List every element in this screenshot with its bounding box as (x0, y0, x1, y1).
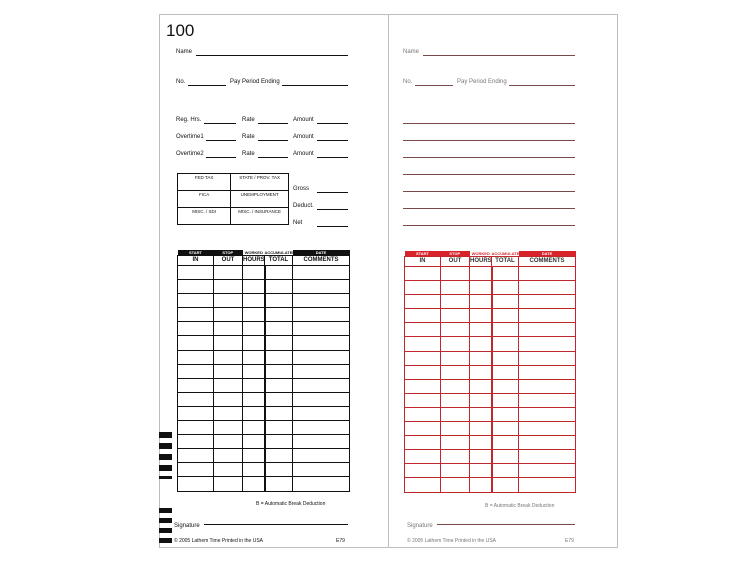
grid-row (178, 266, 350, 280)
gross-line (317, 192, 348, 193)
amount-line (317, 140, 348, 141)
grid-cell (214, 350, 243, 364)
barcode-bar (159, 432, 172, 438)
grid-cell (265, 435, 293, 449)
grid-cell (243, 322, 265, 336)
grid-cell (243, 463, 265, 477)
punch-grid (404, 251, 576, 493)
grid-cell (470, 337, 492, 351)
grid-cell (178, 266, 214, 280)
grid-cell (519, 323, 576, 337)
grid-cell (441, 422, 470, 436)
pay-period-line (509, 85, 575, 86)
header-out: OUT (214, 256, 243, 266)
grid-cell (470, 407, 492, 421)
amount-label: Amount (293, 134, 314, 140)
amount-line (317, 157, 348, 158)
grid-cell (265, 392, 293, 406)
grid-cell (265, 364, 293, 378)
grid-cell (265, 280, 293, 294)
grid-cell (492, 337, 519, 351)
overtime2-label: Overtime2 (176, 151, 204, 157)
grid-cell (470, 323, 492, 337)
grid-cell (441, 351, 470, 365)
grid-cell (214, 308, 243, 322)
grid-cell (519, 309, 576, 323)
header-stop: STOP (222, 250, 234, 255)
grid-row (405, 351, 576, 365)
grid-cell (293, 406, 350, 420)
grid-cell (492, 422, 519, 436)
grid-cell (178, 322, 214, 336)
header-date: DATE (541, 251, 553, 256)
form-code: E79 (565, 538, 574, 544)
grid-row (178, 350, 350, 364)
grid-cell (178, 463, 214, 477)
grid-cell (243, 449, 265, 463)
grid-cell (243, 266, 265, 280)
grid-cell (441, 436, 470, 450)
grid-cell (293, 477, 350, 491)
fica-cell: FICA (178, 191, 231, 208)
grid-cell (293, 280, 350, 294)
grid-cell (441, 281, 470, 295)
grid-cell (293, 378, 350, 392)
barcode-bar (159, 518, 172, 523)
grid-cell (214, 294, 243, 308)
time-card-back (388, 14, 618, 548)
header-comments: COMMENTS (293, 256, 350, 266)
grid-cell (178, 449, 214, 463)
grid-cell (441, 464, 470, 478)
grid-cell (519, 365, 576, 379)
grid-row (405, 323, 576, 337)
header-start: START (188, 250, 203, 255)
grid-cell (405, 281, 441, 295)
grid-row (405, 379, 576, 393)
header-in: IN (405, 257, 441, 267)
grid-cell (470, 393, 492, 407)
grid-cell (492, 295, 519, 309)
grid-cell (519, 436, 576, 450)
grid-cell (519, 379, 576, 393)
grid-cell (519, 281, 576, 295)
grid-row (405, 393, 576, 407)
blank-line (403, 225, 575, 226)
grid-cell (519, 478, 576, 492)
grid-cell (405, 337, 441, 351)
grid-cell (519, 422, 576, 436)
grid-row (405, 407, 576, 421)
form-code: E79 (336, 538, 345, 544)
grid-cell (265, 378, 293, 392)
grid-cell (178, 294, 214, 308)
grid-cell (519, 267, 576, 281)
grid-cell (293, 266, 350, 280)
grid-cell (492, 407, 519, 421)
grid-row (405, 450, 576, 464)
amount-label: Amount (293, 151, 314, 157)
rate-label: Rate (242, 134, 255, 140)
grid-cell (265, 308, 293, 322)
signature-line (204, 524, 348, 525)
grid-cell (265, 294, 293, 308)
grid-cell (441, 450, 470, 464)
blank-line (403, 123, 575, 124)
grid-row (405, 436, 576, 450)
copyright: © 2005 Lathem Time Printed in the USA (174, 538, 264, 544)
grid-row (178, 421, 350, 435)
unemployment-cell: UNEMPLOYMENT (231, 191, 289, 208)
grid-cell (214, 336, 243, 350)
rate-label: Rate (242, 117, 255, 123)
no-label: No. (403, 79, 413, 85)
grid-cell (470, 267, 492, 281)
misc-insurance-cell: MISC. / INSURANCE (231, 208, 289, 225)
grid-cell (405, 478, 441, 492)
grid-cell (265, 266, 293, 280)
grid-cell (214, 449, 243, 463)
grid-cell (293, 364, 350, 378)
grid-cell (265, 350, 293, 364)
grid-cell (405, 267, 441, 281)
card-number: 100 (166, 21, 195, 40)
pay-period-label: Pay Period Ending (230, 79, 280, 85)
grid-cell (492, 365, 519, 379)
grid-cell (492, 393, 519, 407)
barcode-bar (159, 528, 172, 533)
grid-cell (243, 336, 265, 350)
blank-line (403, 140, 575, 141)
rate-line (258, 157, 288, 158)
grid-cell (470, 295, 492, 309)
grid-cell (265, 421, 293, 435)
grid-cell (492, 450, 519, 464)
grid-row (178, 463, 350, 477)
grid-cell (492, 267, 519, 281)
grid-cell (265, 463, 293, 477)
grid-cell (470, 365, 492, 379)
grid-row (178, 406, 350, 420)
time-card-front (159, 14, 389, 548)
name-label: Name (403, 49, 420, 55)
grid-cell (243, 280, 265, 294)
grid-cell (441, 267, 470, 281)
grid-row (405, 267, 576, 281)
header-hours: HOURS (470, 257, 492, 267)
grid-cell (178, 392, 214, 406)
grid-cell (243, 350, 265, 364)
grid-cell (243, 294, 265, 308)
signature-line (437, 524, 575, 525)
grid-cell (214, 406, 243, 420)
grid-cell (470, 379, 492, 393)
deductions-box (177, 173, 289, 225)
header-accumulated: ACCUMULATED (264, 250, 296, 255)
grid-cell (214, 421, 243, 435)
grid-row (405, 309, 576, 323)
grid-cell (293, 449, 350, 463)
barcode-bar (159, 538, 172, 543)
fed-tax-cell: FED TAX (178, 174, 231, 191)
grid-cell (265, 336, 293, 350)
grid-cell (214, 463, 243, 477)
grid-row (405, 464, 576, 478)
grid-cell (405, 351, 441, 365)
no-line (188, 85, 226, 86)
grid-cell (178, 280, 214, 294)
grid-cell (243, 477, 265, 491)
grid-row (178, 378, 350, 392)
no-line (415, 85, 453, 86)
grid-cell (243, 364, 265, 378)
barcode-bar (159, 476, 172, 479)
grid-cell (293, 392, 350, 406)
misc-sdi-cell: MISC. / SDI (178, 208, 231, 225)
grid-cell (214, 392, 243, 406)
footnote: B = Automatic Break Deduction (485, 503, 555, 509)
overtime1-line (206, 140, 236, 141)
grid-cell (214, 280, 243, 294)
rate-label: Rate (242, 151, 255, 157)
name-line (196, 55, 348, 56)
grid-row (405, 281, 576, 295)
grid-row (178, 392, 350, 406)
grid-cell (405, 393, 441, 407)
header-date: DATE (315, 250, 327, 255)
grid-cell (470, 464, 492, 478)
no-label: No. (176, 79, 186, 85)
grid-cell (293, 350, 350, 364)
grid-row (178, 294, 350, 308)
barcode-bar (159, 454, 172, 460)
header-start: START (415, 251, 430, 256)
header-hours: HOURS (243, 256, 265, 266)
grid-cell (265, 322, 293, 336)
amount-label: Amount (293, 117, 314, 123)
header-total: TOTAL (492, 257, 519, 267)
pay-period-line (282, 85, 348, 86)
header-worked: WORKED (470, 251, 492, 257)
grid-cell (441, 379, 470, 393)
signature-label: Signature (174, 523, 200, 529)
grid-cell (214, 477, 243, 491)
deduct-line (317, 209, 348, 210)
grid-row (405, 422, 576, 436)
grid-row (178, 435, 350, 449)
header-comments: COMMENTS (519, 257, 576, 267)
grid-cell (243, 378, 265, 392)
grid-cell (243, 421, 265, 435)
grid-cell (441, 337, 470, 351)
grid-cell (492, 478, 519, 492)
header-stop: STOP (449, 251, 461, 256)
grid-cell (243, 435, 265, 449)
grid-cell (293, 322, 350, 336)
grid-row (178, 280, 350, 294)
blank-line (403, 191, 575, 192)
grid-cell (492, 464, 519, 478)
net-label: Net (293, 220, 303, 226)
grid-cell (470, 450, 492, 464)
grid-cell (293, 435, 350, 449)
name-line (423, 55, 575, 56)
grid-cell (492, 436, 519, 450)
rate-line (258, 123, 288, 124)
grid-cell (405, 422, 441, 436)
grid-cell (470, 281, 492, 295)
barcode-bar (159, 465, 172, 471)
grid-cell (178, 364, 214, 378)
grid-row (405, 295, 576, 309)
header-total: TOTAL (265, 256, 293, 266)
grid-cell (178, 435, 214, 449)
grid-cell (405, 365, 441, 379)
grid-cell (265, 449, 293, 463)
grid-cell (519, 295, 576, 309)
grid-cell (178, 477, 214, 491)
grid-cell (441, 478, 470, 492)
grid-cell (441, 393, 470, 407)
grid-cell (405, 450, 441, 464)
barcode-bar (159, 508, 172, 513)
grid-cell (405, 379, 441, 393)
amount-line (317, 123, 348, 124)
grid-cell (293, 463, 350, 477)
grid-row (178, 336, 350, 350)
grid-row (405, 478, 576, 492)
grid-cell (265, 406, 293, 420)
grid-cell (243, 308, 265, 322)
blank-line (403, 157, 575, 158)
grid-cell (178, 378, 214, 392)
blank-line (403, 208, 575, 209)
rate-line (258, 140, 288, 141)
grid-cell (492, 309, 519, 323)
grid-cell (293, 308, 350, 322)
grid-row (405, 337, 576, 351)
header-in: IN (178, 256, 214, 266)
grid-cell (178, 421, 214, 435)
grid-cell (243, 406, 265, 420)
grid-cell (243, 392, 265, 406)
grid-cell (519, 337, 576, 351)
grid-cell (519, 407, 576, 421)
barcode-bar (159, 443, 172, 449)
grid-cell (214, 266, 243, 280)
reg-hrs-label: Reg. Hrs. (176, 117, 202, 123)
grid-cell (214, 435, 243, 449)
grid-cell (405, 407, 441, 421)
grid-cell (178, 308, 214, 322)
overtime1-label: Overtime1 (176, 134, 204, 140)
net-line (317, 226, 348, 227)
grid-cell (441, 323, 470, 337)
grid-cell (441, 365, 470, 379)
grid-cell (214, 322, 243, 336)
grid-cell (492, 351, 519, 365)
grid-cell (470, 422, 492, 436)
grid-cell (441, 309, 470, 323)
grid-cell (492, 281, 519, 295)
grid-cell (405, 464, 441, 478)
grid-cell (293, 421, 350, 435)
grid-cell (178, 406, 214, 420)
grid-cell (293, 294, 350, 308)
grid-cell (441, 407, 470, 421)
grid-cell (265, 477, 293, 491)
blank-line (403, 174, 575, 175)
state-tax-cell: STATE / PROV. TAX (231, 174, 289, 191)
gross-label: Gross (293, 186, 310, 192)
grid-cell (405, 309, 441, 323)
pay-period-label: Pay Period Ending (457, 79, 507, 85)
grid-cell (293, 336, 350, 350)
grid-cell (470, 351, 492, 365)
grid-cell (492, 379, 519, 393)
overtime2-line (206, 157, 236, 158)
grid-cell (470, 478, 492, 492)
grid-cell (405, 323, 441, 337)
deduct-label: Deduct. (293, 203, 314, 209)
grid-cell (519, 351, 576, 365)
grid-cell (470, 309, 492, 323)
punch-grid (177, 250, 350, 492)
grid-cell (519, 464, 576, 478)
grid-cell (178, 350, 214, 364)
name-label: Name (176, 49, 193, 55)
grid-row (178, 322, 350, 336)
grid-cell (441, 295, 470, 309)
grid-cell (405, 436, 441, 450)
signature-label: Signature (407, 523, 433, 529)
grid-row (178, 364, 350, 378)
grid-cell (519, 393, 576, 407)
grid-cell (178, 336, 214, 350)
grid-cell (519, 450, 576, 464)
header-out: OUT (441, 257, 470, 267)
grid-row (178, 449, 350, 463)
grid-row (178, 477, 350, 491)
grid-row (178, 308, 350, 322)
copyright: © 2005 Lathem Time Printed in the USA (407, 538, 497, 544)
grid-cell (470, 436, 492, 450)
reg-hrs-line (204, 123, 236, 124)
grid-cell (214, 378, 243, 392)
header-accumulated: ACCUMULATED (491, 251, 523, 256)
grid-cell (214, 364, 243, 378)
grid-row (405, 365, 576, 379)
header-worked: WORKED (243, 250, 265, 256)
grid-cell (492, 323, 519, 337)
grid-cell (405, 295, 441, 309)
footnote: B = Automatic Break Deduction (256, 501, 326, 507)
